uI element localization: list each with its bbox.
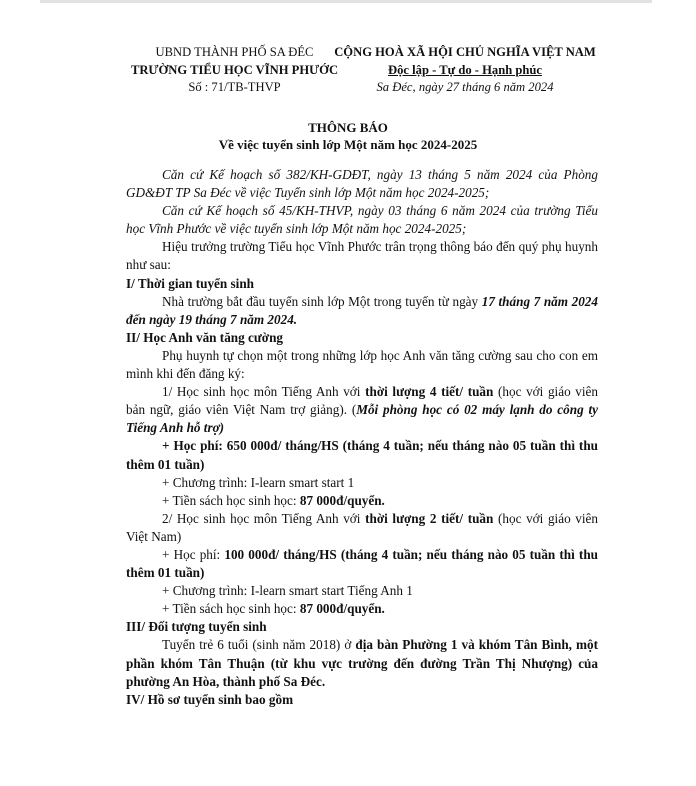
section-2-heading: II/ Học Anh văn tăng cường <box>126 329 284 345</box>
option-1-books <box>126 492 598 510</box>
option-1-fee: + Học phí: 650 000đ/ tháng/HS (tháng 4 tuần; nếu tháng nào 05 tuần thì thu thêm 01 tuần) <box>126 438 598 472</box>
issuer-authority: UBND THÀNH PHỐ SA ĐÉC <box>155 45 314 59</box>
document-date: Sa Đéc, ngày 27 tháng 6 năm 2024 <box>376 80 554 94</box>
option-1-program: + Chương trình: I-learn smart start 1 <box>162 474 355 490</box>
issuer-school: TRƯỜNG TIỂU HỌC VĨNH PHƯỚC <box>130 62 339 77</box>
section-3-text <box>126 636 598 690</box>
option-1-description <box>126 383 598 437</box>
eligibility-text: Tuyển trẻ 6 tuổi (sinh năm 2018) ở <box>162 637 356 653</box>
document-subtitle: Về việc tuyển sinh lớp Một năm học 2024-2025 <box>218 137 478 152</box>
section-1-heading: I/ Thời gian tuyển sinh <box>126 275 254 291</box>
enrollment-dates: 17 tháng 7 năm 2024 đến ngày 19 tháng 7 năm 2024. <box>126 293 598 327</box>
intro-paragraph: Hiệu trưởng trường Tiểu học Vĩnh Phước trân trọng thông báo đến quý phụ huynh như sau: <box>126 239 598 273</box>
option-2-duration: thời lượng 2 tiết/ tuần <box>365 510 494 526</box>
option-2-description <box>126 510 598 546</box>
option-2-teachers: (học với giáo viên Việt Nam) <box>126 510 599 544</box>
document-title: THÔNG BÁO <box>308 120 388 135</box>
section-3-heading: III/ Đối tượng tuyển sinh <box>126 619 267 635</box>
option-1-teachers: (học với giáo viên bản ngữ, giáo viên Việt Nam trợ giảng). ( <box>126 384 599 418</box>
option-2-fee-amount: 100 000đ/ tháng/HS (tháng 4 tuần; nếu tháng nào 05 tuần thì thu thêm 01 tuần) <box>126 546 598 581</box>
document-body <box>126 166 598 709</box>
national-header <box>330 44 600 97</box>
nation-name: CỘNG HOÀ XÃ HỘI CHỦ NGHĨA VIỆT NAM <box>334 45 596 59</box>
section-2-intro: Phụ huynh tự chọn một trong những lớp học Anh văn tăng cường sau cho con em mình khi đến đăng ký: <box>126 347 598 382</box>
option-2-fee <box>126 546 598 582</box>
eligibility-area: địa bàn Phường 1 và khóm Tân Bình, một phần khóm Tân Thuận (từ khu vực trường đến đường Trần Thị Nhượng) của phường An Hòa, thành phố Sa Đéc. <box>126 637 598 689</box>
option-2-books-label: + Tiền sách học sinh học: <box>162 601 300 617</box>
option-2-books-price: 87 000đ/quyển. <box>299 601 385 617</box>
enrollment-text: Nhà trường bắt đầu tuyển sinh lớp Một trong tuyến từ ngày <box>162 293 482 309</box>
option-1-books-price: 87 000đ/quyển. <box>299 492 385 508</box>
option-2-books <box>126 600 598 618</box>
national-motto: Độc lập - Tự do - Hạnh phúc <box>388 62 542 77</box>
option-2-text: 2/ Học sinh học môn Tiếng Anh với <box>162 510 366 526</box>
section-4-heading: IV/ Hồ sơ tuyển sinh bao gồm <box>126 691 294 707</box>
option-1-duration: thời lượng 4 tiết/ tuần <box>365 384 494 400</box>
option-1-books-label: + Tiền sách học sinh học: <box>162 492 300 508</box>
document-number: Số : 71/TB-THVP <box>188 80 281 94</box>
option-2-fee-label: + Học phí: <box>162 546 225 562</box>
option-1-note: Mỗi phòng học có 02 máy lạnh do công ty Tiếng Anh hỗ trợ) <box>126 402 598 436</box>
option-2-program: + Chương trình: I-learn smart start Tiếng Anh 1 <box>162 583 413 599</box>
legal-basis-2: Căn cứ Kế hoạch số 45/KH-THVP, ngày 03 tháng 6 năm 2024 của trường Tiểu học Vĩnh Phước về việc tuyển sinh lớp Một năm học 2024-2025; <box>126 203 598 237</box>
section-1-text <box>126 293 598 329</box>
legal-basis-1: Căn cứ Kế hoạch số 382/KH-GDĐT, ngày 13 tháng 5 năm 2024 của Phòng GD&ĐT TP Sa Đéc về việc Tuyển sinh lớp Một năm học 2024-2025; <box>126 167 598 201</box>
option-1-text: 1/ Học sinh học môn Tiếng Anh với <box>162 384 366 400</box>
issuer-block <box>112 44 357 97</box>
